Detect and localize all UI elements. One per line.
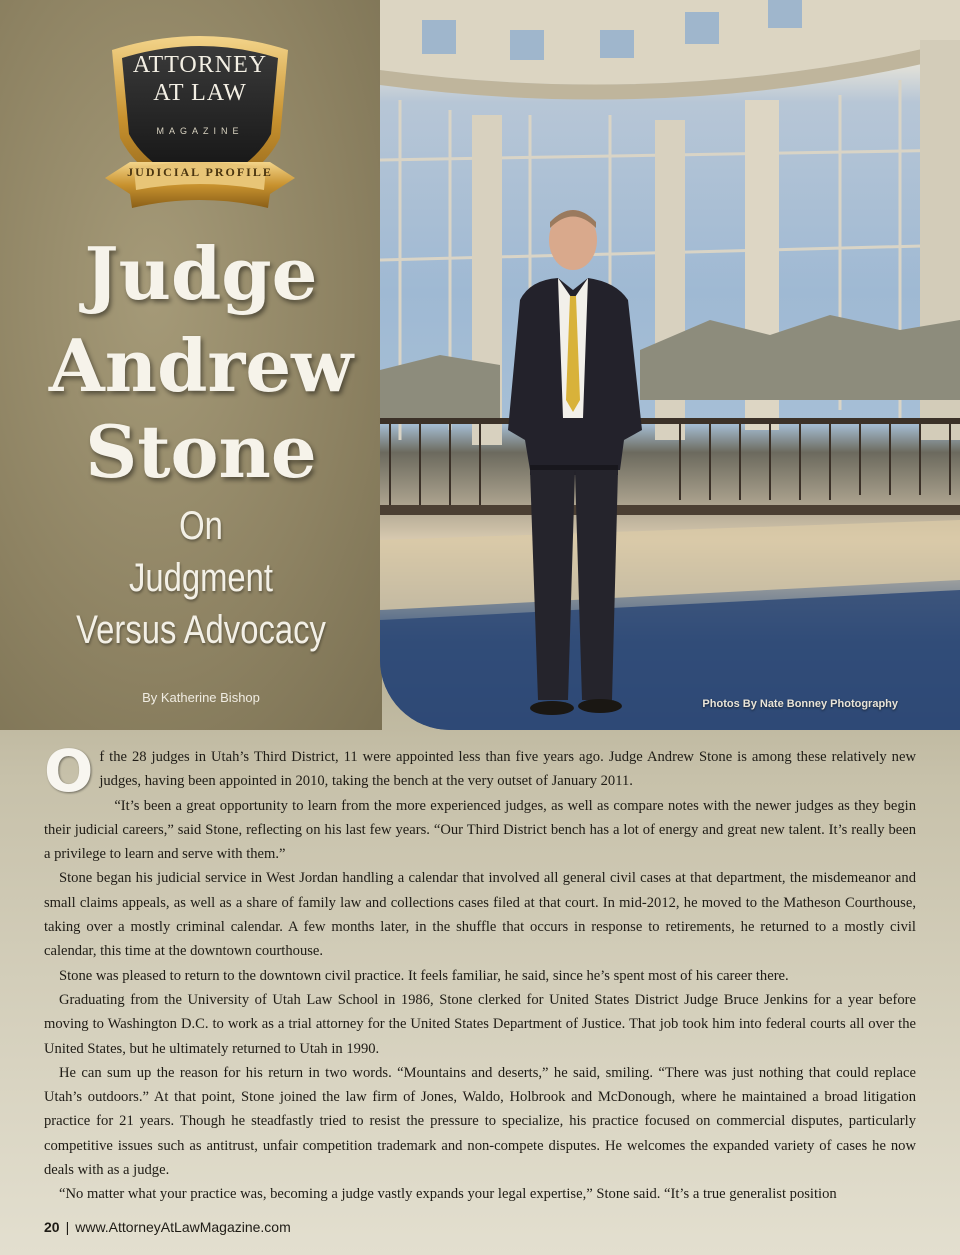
byline: By Katherine Bishop: [142, 690, 260, 705]
footer-website-link[interactable]: www.AttorneyAtLawMagazine.com: [75, 1219, 291, 1235]
paragraph-text: f the 28 judges in Utah’s Third District, 11 were appointed less than five years ago. Judge Andrew Stone is among these relatively new judges, having been appointed in 2010, taking the bench at the very outset of January 2011.: [99, 749, 916, 790]
article-paragraph: Stone began his judicial service in West Jordan handling a calendar that involved all general civil cases at that department, the misdemeanor and small claims appeals, as well as a share of family law and collections cases filed at that court. In mid-2012, he moved to the Matheson Courthouse, taking over a mostly criminal calendar. A few months later, in the shuffle that occurs in response to retirements, he returned to a mostly civil calendar, this time at the downtown courthouse.: [44, 870, 916, 960]
article-paragraph: “It’s been a great opportunity to learn from the more experienced judges, as well as compare notes with the newer judges as they begin their judicial careers,” said Stone, reflecting on his last few years. “Our Third District bench has a lot of energy and great new talent. It’s really been a privilege to learn and serve with them.”: [44, 797, 916, 863]
article-paragraph: “No matter what your practice was, becoming a judge vastly expands your legal expertise,” Stone said. “It’s a true generalist position: [59, 1186, 837, 1203]
drop-cap: O: [44, 737, 94, 805]
badge-ribbon-label: JUDICIAL PROFILE: [127, 165, 273, 179]
badge-magazine-label: MAGAZINE: [156, 126, 244, 136]
page-number: 20: [44, 1219, 60, 1235]
title-line1: Judge: [84, 231, 318, 316]
magazine-badge: [100, 28, 300, 218]
article-paragraph: [44, 737, 916, 805]
subtitle-line3: Versus Advocacy: [76, 608, 326, 652]
judge-photo: [380, 0, 960, 730]
photo-credit: Photos By Nate Bonney Photography: [702, 698, 898, 710]
title-line2: Andrew: [48, 323, 354, 408]
article-paragraph: Stone was pleased to return to the downtown civil practice. It feels familiar, he said, since he’s spent most of his career there.: [59, 967, 789, 984]
subtitle-line2: Judgment: [128, 556, 274, 600]
footer-separator: |: [65, 1219, 70, 1235]
page-footer: [44, 1219, 291, 1235]
article-body: [44, 737, 916, 1207]
title-line3: Stone: [85, 409, 317, 494]
subtitle-line1: On: [179, 504, 223, 548]
article-paragraph: Graduating from the University of Utah Law School in 1986, Stone clerked for United States District Judge Bruce Jenkins for a year before moving to Washington D.C. to work as a trial attorney for the United States Department of Justice. That job took him into federal courts all over the United States, but he ultimately returned to Utah in 1990.: [44, 991, 916, 1057]
photo-illustration: [380, 0, 960, 730]
article-paragraph: He can sum up the reason for his return in two words. “Mountains and deserts,” he said, smiling. “There was just nothing that could replace Utah’s outdoors.” At that point, Stone joined the law firm of Jones, Waldo, Holbrook and McDonough, where he maintained a broad litigation practice for 21 years. Though he steadfastly tried to resist the pressure to specialize, his practice focused on commercial disputes, particularly competitive issues such as antitrust, unfair competition trademark and non-compete disputes. He welcomes the expanded variety of cases he now deals with as a judge.: [44, 1064, 916, 1179]
badge-title-line2: AT LAW: [153, 80, 247, 106]
badge-title-line1: ATTORNEY: [132, 52, 268, 78]
